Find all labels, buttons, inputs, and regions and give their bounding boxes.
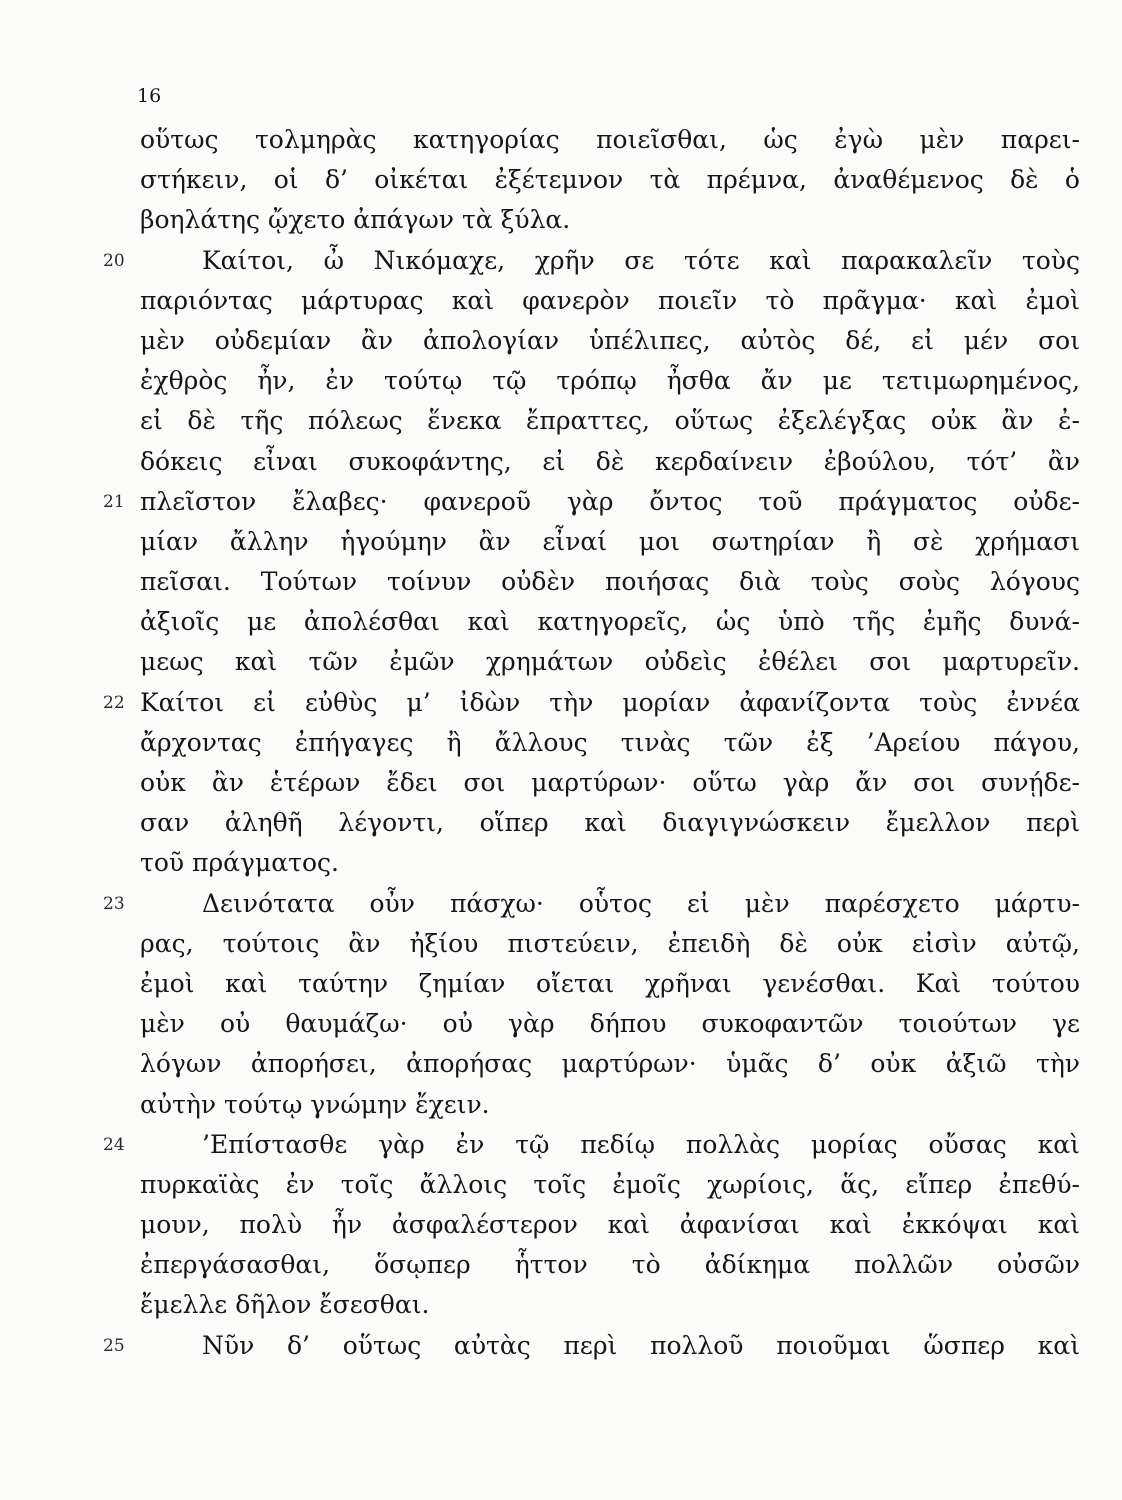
- line-text: βοηλάτης ᾤχετο ἀπάγων τὰ ξύλα.: [140, 205, 571, 235]
- section-number: 25: [103, 1335, 125, 1356]
- text-line: [103, 884, 1080, 924]
- text-line: [140, 321, 1080, 361]
- line-text: μεως καὶ τῶν ἐμῶν χρημάτων οὐδεὶς ἐθέλει σοι μαρτυρεῖν.: [140, 647, 1080, 677]
- text-line: [140, 1205, 1080, 1245]
- text-line: [140, 843, 1080, 883]
- line-text: πλεῖστον ἔλαβες· φανεροῦ γὰρ ὄντος τοῦ πράγματος οὐδε-: [140, 486, 1080, 516]
- text-line: [140, 522, 1080, 562]
- text-line: [140, 1004, 1080, 1044]
- line-text: Δεινότατα οὖν πάσχω· οὗτος εἰ μὲν παρέσχετο μάρτυ-: [202, 888, 1080, 918]
- line-text: ἔμελλε δῆλον ἔσεσθαι.: [140, 1290, 430, 1320]
- text-line: [140, 1044, 1080, 1084]
- text-line: [140, 1085, 1080, 1125]
- line-text: ρας, τούτοις ἂν ἠξίου πιστεύειν, ἐπειδὴ δὲ οὐκ εἰσὶν αὐτῷ,: [140, 928, 1080, 958]
- line-text: μὲν οὐδεμίαν ἂν ἀπολογίαν ὑπέλιπες, αὐτὸς δέ, εἰ μέν σοι: [140, 325, 1080, 355]
- section-number: 21: [103, 491, 125, 512]
- line-text: οὐκ ἂν ἑτέρων ἔδει σοι μαρτύρων· οὕτω γὰρ ἄν σοι συνῄδε-: [140, 768, 1080, 797]
- section-number: 23: [103, 893, 125, 914]
- line-text: πεῖσαι. Τούτων τοίνυν οὐδὲν ποιήσας διὰ τοὺς σοὺς λόγους: [140, 567, 1080, 597]
- text-line: [140, 924, 1080, 964]
- line-text: πυρκαϊὰς ἐν τοῖς ἄλλοις τοῖς ἐμοῖς χωρίοις, ἅς, εἴπερ ἐπεθύ-: [140, 1169, 1080, 1199]
- text-line: [140, 200, 1080, 240]
- line-text: σαν ἀληθῆ λέγοντι, οἵπερ καὶ διαγιγνώσκειν ἔμελλον περὶ: [140, 808, 1080, 838]
- text-line: [140, 964, 1080, 1004]
- text-line: [140, 361, 1080, 401]
- line-text: μὲν οὐ θαυμάζω· οὐ γὰρ δήπου συκοφαντῶν τοιούτων γε: [140, 1009, 1080, 1039]
- line-text: στήκειν, οἱ δ’ οἰκέται ἐξέτεμνον τὰ πρέμνα, ἀναθέμενος δὲ ὁ: [140, 165, 1080, 195]
- text-line: [140, 120, 1080, 160]
- line-text: τοῦ πράγματος.: [140, 848, 339, 878]
- line-text: δόκεις εἶναι συκοφάντης, εἰ δὲ κερδαίνειν ἐβούλου, τότ’ ἂν: [140, 446, 1080, 476]
- text-line: [140, 602, 1080, 642]
- text-line: [103, 482, 1080, 522]
- section-number: 24: [103, 1134, 125, 1155]
- text-line: [140, 763, 1080, 803]
- text-line: [140, 1245, 1080, 1285]
- section-number: 22: [103, 692, 125, 713]
- text-line: [103, 683, 1080, 723]
- line-text: μουν, πολὺ ἦν ἀσφαλέστερον καὶ ἀφανίσαι καὶ ἐκκόψαι καὶ: [140, 1210, 1080, 1240]
- text-line: [103, 1326, 1080, 1366]
- line-text: Καίτοι, ὦ Νικόμαχε, χρῆν σε τότε καὶ παρακαλεῖν τοὺς: [202, 245, 1080, 275]
- text-line: [103, 241, 1080, 281]
- line-text: λόγων ἀπορήσει, ἀπορήσας μαρτύρων· ὑμᾶς δ’ οὐκ ἀξιῶ τὴν: [140, 1049, 1080, 1079]
- text-line: [140, 642, 1080, 682]
- line-text: οὕτως τολμηρὰς κατηγορίας ποιεῖσθαι, ὡς ἐγὼ μὲν παρει-: [140, 125, 1080, 154]
- line-text: Νῦν δ’ οὕτως αὐτὰς περὶ πολλοῦ ποιοῦμαι ὥσπερ καὶ: [202, 1330, 1080, 1360]
- line-text: ἄρχοντας ἐπήγαγες ἢ ἄλλους τινὰς τῶν ἐξ ’Αρείου πάγου,: [140, 727, 1080, 757]
- text-line: [140, 281, 1080, 321]
- text-line: [140, 1165, 1080, 1205]
- line-text: Καίτοι εἰ εὐθὺς μ’ ἰδὼν τὴν μορίαν ἀφανίζοντα τοὺς ἐννέα: [140, 687, 1080, 717]
- line-text: παριόντας μάρτυρας καὶ φανερὸν ποιεῖν τὸ πρᾶγμα· καὶ ἐμοὶ: [140, 285, 1080, 315]
- line-text: ἐπεργάσασθαι, ὅσῳπερ ἧττον τὸ ἀδίκημα πολλῶν οὐσῶν: [140, 1250, 1080, 1280]
- line-text: εἰ δὲ τῆς πόλεως ἕνεκα ἔπραττες, οὕτως ἐξελέγξας οὐκ ἂν ἐ-: [140, 406, 1080, 436]
- text-line: [140, 160, 1080, 200]
- text-line: [103, 1125, 1080, 1165]
- line-text: ἐχθρὸς ἦν, ἐν τούτῳ τῷ τρόπῳ ἦσθα ἄν με τετιμωρημένος,: [140, 366, 1080, 396]
- text-line: [140, 562, 1080, 602]
- line-text: ’Επίστασθε γὰρ ἐν τῷ πεδίῳ πολλὰς μορίας οὔσας καὶ: [202, 1129, 1080, 1159]
- line-text: μίαν ἄλλην ἡγούμην ἂν εἶναί μοι σωτηρίαν ἢ σὲ χρήμασι: [140, 526, 1080, 556]
- text-line: [140, 723, 1080, 763]
- text-line: [140, 803, 1080, 843]
- line-text: ἐμοὶ καὶ ταύτην ζημίαν οἴεται χρῆναι γενέσθαι. Καὶ τούτου: [140, 968, 1080, 998]
- text-line: [140, 401, 1080, 441]
- section-number: 20: [103, 250, 125, 271]
- greek-text-body: [103, 120, 1080, 1366]
- text-line: [140, 1285, 1080, 1325]
- text-line: [140, 442, 1080, 482]
- line-text: αὐτὴν τούτῳ γνώμην ἔχειν.: [140, 1089, 490, 1119]
- line-text: ἀξιοῖς με ἀπολέσθαι καὶ κατηγορεῖς, ὡς ὑπὸ τῆς ἐμῆς δυνά-: [140, 607, 1080, 637]
- page-number: 16: [137, 85, 162, 107]
